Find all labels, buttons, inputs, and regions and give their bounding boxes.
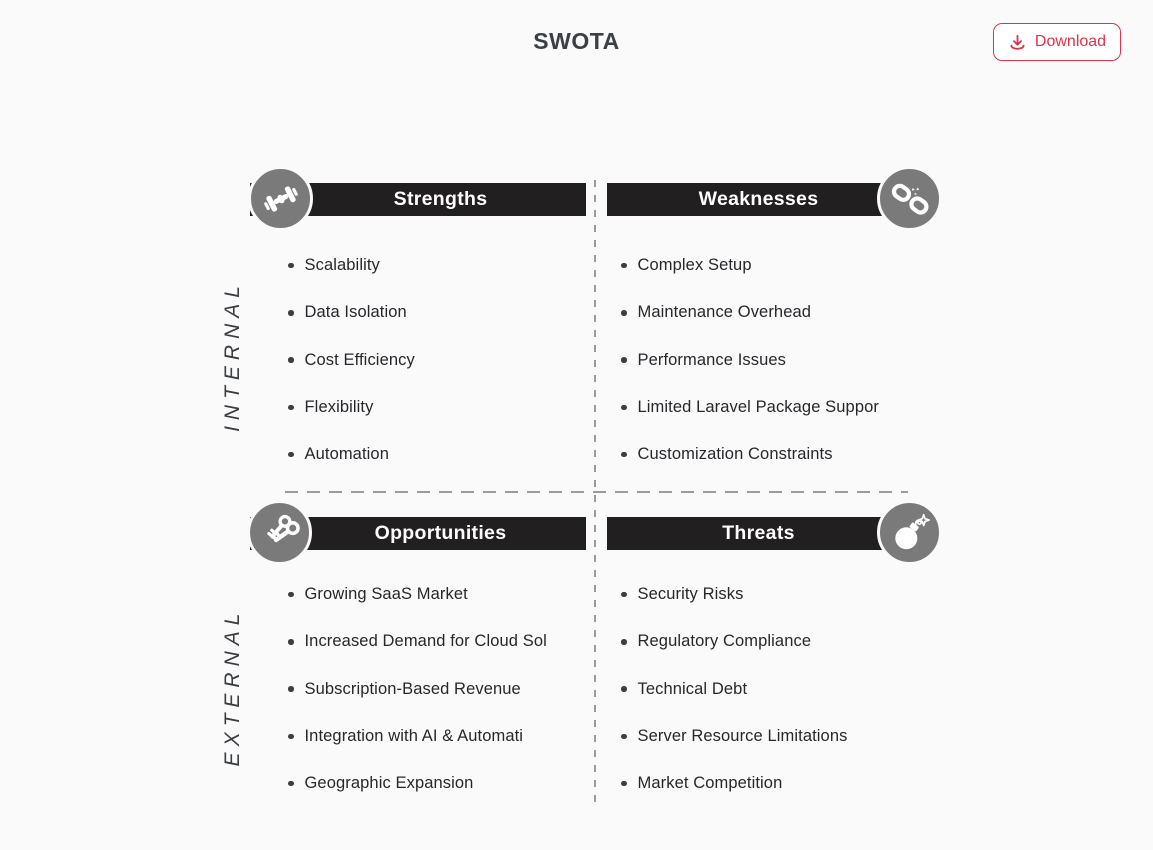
list-item: Customization Constraints [621,431,879,478]
list-item: Maintenance Overhead [621,289,879,336]
bullet-dot [621,686,627,692]
bullet-dot [288,734,294,740]
list-item: Growing SaaS Market [288,571,547,618]
bullet-dot [621,734,627,740]
bullet-dot [288,263,294,269]
threats-icon-circle [877,500,942,565]
bullet-dot [288,452,294,458]
horizontal-dashed-divider [285,491,908,493]
page-title: SWOTA [533,28,620,54]
download-label: Download [1034,33,1107,50]
list-item: Geographic Expansion [288,760,547,807]
list-item: Increased Demand for Cloud Sol [288,618,547,665]
internal-axis-label: INTERNAL [221,280,244,432]
opportunities-icon-circle [247,500,312,565]
opportunities-title: Opportunities [374,522,507,544]
weaknesses-list [621,242,879,478]
bomb-icon [889,512,931,554]
bullet-dot [288,405,294,411]
bullet-dot [621,639,627,645]
bullet-dot [621,405,627,411]
list-item: Market Competition [621,760,847,807]
threats-title: Threats [722,522,795,544]
bullet-dot [621,592,627,598]
strengths-title: Strengths [393,188,488,210]
list-item: Scalability [288,242,415,289]
weaknesses-title: Weaknesses [698,188,819,210]
list-item: Technical Debt [621,666,847,713]
dumbbell-icon [260,178,302,220]
list-item: Limited Laravel Package Suppor [621,384,879,431]
download-icon [1008,33,1027,52]
keys-icon [259,512,301,554]
bullet-dot [621,357,627,363]
list-item: Flexibility [288,384,415,431]
list-item: Subscription-Based Revenue [288,666,547,713]
list-item: Performance Issues [621,337,879,384]
download-button[interactable] [993,23,1121,61]
bullet-dot [621,781,627,787]
list-item: Cost Efficiency [288,337,415,384]
list-item: Integration with AI & Automati [288,713,547,760]
list-item: Regulatory Compliance [621,618,847,665]
list-item: Data Isolation [288,289,415,336]
bullet-dot [621,310,627,316]
external-axis-label: EXTERNAL [221,607,244,767]
bullet-dot [621,452,627,458]
bullet-dot [288,357,294,363]
weaknesses-icon-circle [877,166,942,231]
list-item: Security Risks [621,571,847,618]
threats-list [621,571,847,807]
broken-chain-icon [889,178,931,220]
strengths-list [288,242,415,478]
bullet-dot [288,639,294,645]
weaknesses-header-bar [607,183,910,216]
list-item: Complex Setup [621,242,879,289]
strengths-icon-circle [248,166,313,231]
bullet-dot [621,263,627,269]
threats-header-bar [607,517,910,550]
bullet-dot [288,686,294,692]
bullet-dot [288,781,294,787]
bullet-dot [288,310,294,316]
opportunities-list [288,571,547,807]
bullet-dot [288,592,294,598]
list-item: Server Resource Limitations [621,713,847,760]
list-item: Automation [288,431,415,478]
